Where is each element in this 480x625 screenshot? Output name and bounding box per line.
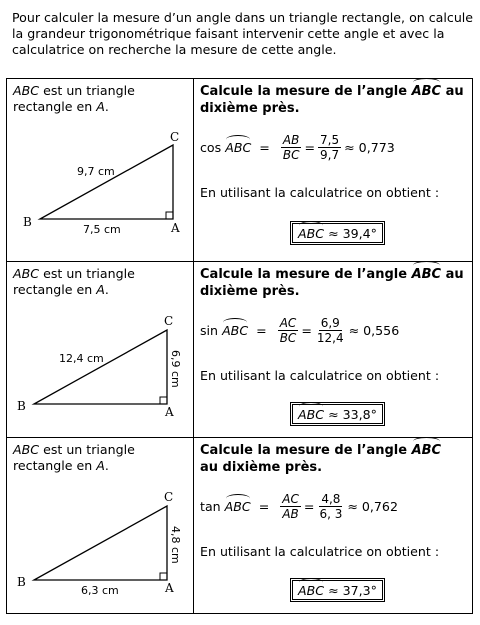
triangle-shape (40, 145, 173, 219)
triangle-cell (7, 438, 194, 613)
result-box: ABC ≈ 37,3° (290, 578, 385, 602)
intro-paragraph: Pour calculer la mesure d’un angle dans un triangle rectangle, on calcule la grandeur trigonométrique faisant intervenir cette angle et avec la calculatrice on recherche la mesure de cette angle. (12, 10, 474, 57)
value-fraction: $\frac{4,8}{6, 3}$ (319, 492, 343, 521)
table-row (7, 261, 472, 437)
triangle-shape (34, 506, 167, 580)
triangle-cell (7, 262, 194, 437)
right-angle-mark (166, 212, 173, 219)
triangle-figure (7, 438, 193, 614)
vertex-c-label: C (164, 490, 174, 504)
calculator-text: En utilisant la calculatrice on obtient : (200, 185, 440, 200)
triangle-figure (7, 79, 193, 261)
value-fraction: $\frac{6,9}{12,4}$ (316, 316, 344, 345)
trig-formula: cos ABC = $\frac{AB}{BC}$ = $\frac{7,5}{9,7}$ ≈ 0,773 (200, 133, 395, 162)
opposite-side-label: 4,8 cm (169, 526, 182, 564)
ratio-fraction: $\frac{AC}{AB}$ (282, 492, 299, 521)
vertex-a-label: A (165, 581, 174, 595)
ratio-fraction: $\frac{AC}{BC}$ (279, 316, 297, 345)
triangle-description: ABC est un triangle rectangle en A. (13, 266, 135, 297)
triangle-shape (34, 330, 167, 404)
question-text: Calcule la mesure de l’angle ABC au dixième près. (200, 443, 442, 475)
hypotenuse-label: 9,7 cm (77, 165, 115, 178)
triangle-description: ABC est un triangle rectangle en A. (13, 442, 135, 473)
trig-formula: tan ABC = $\frac{AC}{AB}$ = $\frac{4,8}{6, 3}$ ≈ 0,762 (200, 492, 398, 521)
value-fraction: $\frac{7,5}{9,7}$ (320, 133, 340, 162)
right-angle-mark (160, 573, 167, 580)
ratio-fraction: $\frac{AB}{BC}$ (282, 133, 300, 162)
angle-notation: ABC (411, 443, 442, 458)
vertex-a-label: A (165, 405, 174, 419)
question-text: Calcule la mesure de l’angle ABC au dixième près. (200, 267, 464, 299)
adjacent-side-label: 7,5 cm (83, 223, 121, 236)
right-angle-mark (160, 397, 167, 404)
triangle-description: ABC est un triangle rectangle en A. (13, 83, 135, 114)
vertex-c-label: C (170, 130, 180, 144)
vertex-b-label: B (17, 575, 26, 589)
angle-notation: ABC (411, 84, 442, 99)
triangle-figure (7, 262, 193, 438)
vertex-b-label: B (17, 399, 26, 413)
solution-cell (194, 79, 472, 261)
vertex-b-label: B (23, 215, 32, 229)
solution-cell (194, 262, 472, 437)
result-box: ABC ≈ 39,4° (290, 221, 385, 245)
adjacent-side-label: 6,3 cm (81, 584, 119, 597)
angle-notation: ABC (411, 267, 442, 282)
result-box: ABC ≈ 33,8° (290, 402, 385, 426)
opposite-side-label: 6,9 cm (169, 350, 182, 388)
trig-formula: sin ABC = $\frac{AC}{BC}$ = $\frac{6,9}{12,4}$ ≈ 0,556 (200, 316, 400, 345)
table-row (7, 437, 472, 613)
triangle-cell (7, 79, 194, 261)
hypotenuse-label: 12,4 cm (59, 352, 104, 365)
calculator-text: En utilisant la calculatrice on obtient : (200, 544, 440, 559)
exercise-table (6, 78, 473, 614)
solution-cell (194, 438, 472, 613)
table-row (7, 79, 472, 261)
question-text: Calcule la mesure de l’angle ABC au dixième près. (200, 84, 464, 116)
vertex-c-label: C (164, 314, 174, 328)
calculator-text: En utilisant la calculatrice on obtient : (200, 368, 440, 383)
vertex-a-label: A (171, 221, 180, 235)
